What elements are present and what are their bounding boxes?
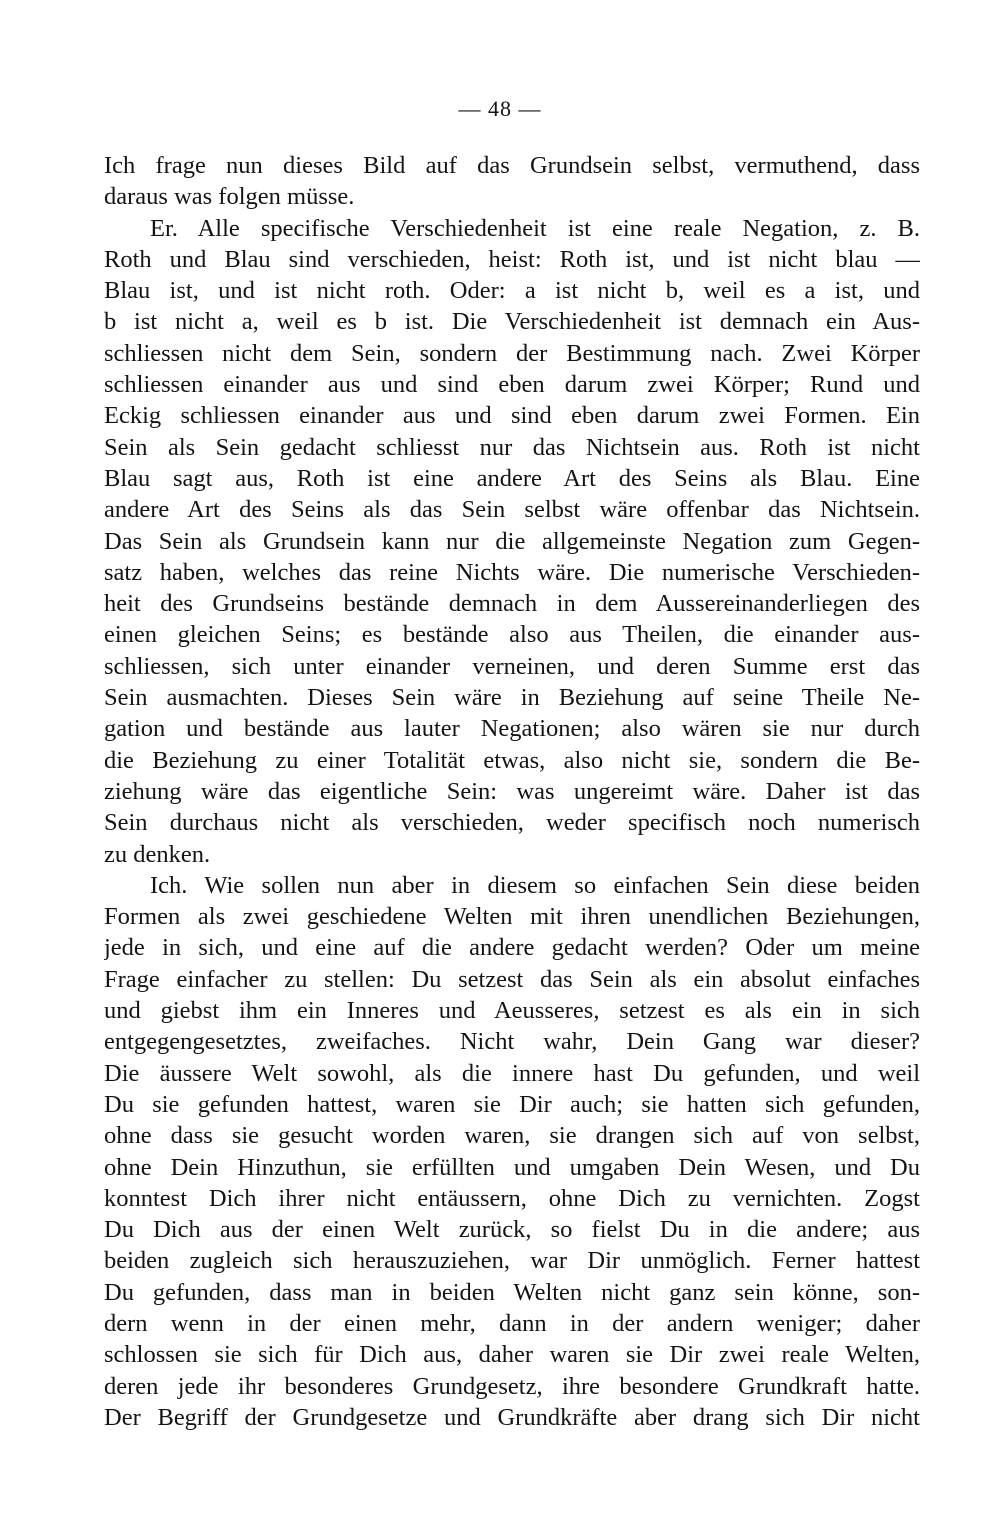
paragraph-er [104, 213, 920, 870]
text-line: Du Dich aus der einen Welt zurück, so fielst Du in die andere; aus [104, 1216, 920, 1244]
text-line: beiden zugleich sich herauszuziehen, war Dir unmöglich. Ferner hattest [104, 1247, 920, 1275]
text-line: Frage einfacher zu stellen: Du setzest das Sein als ein absolut einfaches [104, 965, 920, 993]
text-line: schliessen, sich unter einander verneinen, und deren Summe erst das [104, 652, 920, 680]
paragraph-intro [104, 150, 920, 213]
text-line: entgegengesetztes, zweifaches. Nicht wahr, Dein Gang war dieser? [104, 1028, 920, 1056]
text-line: dern wenn in der einen mehr, dann in der andern weniger; daher [104, 1309, 920, 1337]
text-line: ohne Dein Hinzuthun, sie erfüllten und umgaben Dein Wesen, und Du [104, 1153, 920, 1181]
text-line: Du gefunden, dass man in beiden Welten nicht ganz sein könne, son- [104, 1278, 920, 1306]
text-line: Er. Alle specifische Verschiedenheit ist eine reale Negation, z. B. [150, 214, 920, 242]
text-line: Der Begriff der Grundgesetze und Grundkräfte aber drang sich Dir nicht [104, 1403, 920, 1431]
page-number: — 48 — [458, 96, 542, 121]
text-line: satz haben, welches das reine Nichts wäre. Die numerische Verschieden- [104, 558, 920, 586]
text-line: Sein ausmachten. Dieses Sein wäre in Beziehung auf seine Theile Ne- [104, 684, 920, 712]
body-text [104, 150, 920, 1433]
text-line: konntest Dich ihrer nicht entäussern, ohne Dich zu vernichten. Zogst [104, 1184, 920, 1212]
text-line: und giebst ihm ein Inneres und Aeusseres, setzest es als ein in sich [104, 997, 920, 1025]
text-line: Du sie gefunden hattest, waren sie Dir auch; sie hatten sich gefunden, [104, 1090, 920, 1118]
text-line: heit des Grundseins bestände demnach in dem Aussereinanderliegen des [104, 590, 920, 618]
text-line: Blau ist, und ist nicht roth. Oder: a ist nicht b, weil es a ist, und [104, 277, 920, 305]
text-line: ziehung wäre das eigentliche Sein: was ungereimt wäre. Daher ist das [104, 777, 920, 805]
text-line: deren jede ihr besonderes Grundgesetz, ihre besondere Grundkraft hatte. [104, 1372, 920, 1400]
text-line: andere Art des Seins als das Sein selbst wäre offenbar das Nichtsein. [104, 496, 920, 524]
text-line: Blau sagt aus, Roth ist eine andere Art des Seins als Blau. Eine [104, 464, 920, 492]
text-line: Eckig schliessen einander aus und sind eben darum zwei Formen. Ein [104, 402, 920, 430]
text-line: Ich frage nun dieses Bild auf das Grundsein selbst, vermuthend, dass [104, 152, 920, 179]
text-line: schlossen sie sich für Dich aus, daher waren sie Dir zwei reale Welten, [104, 1341, 920, 1369]
text-line: schliessen nicht dem Sein, sondern der Bestimmung nach. Zwei Körper [104, 339, 920, 367]
text-line: Sein durchaus nicht als verschieden, weder specifisch noch numerisch [104, 809, 920, 837]
text-line: Roth und Blau sind verschieden, heist: Roth ist, und ist nicht blau — [104, 245, 920, 273]
text-line: Formen als zwei geschiedene Welten mit ihren unendlichen Beziehungen, [104, 903, 920, 931]
text-line: zu denken. [104, 840, 211, 868]
text-line: Sein als Sein gedacht schliesst nur das Nichtsein aus. Roth ist nicht [104, 433, 920, 461]
text-line: daraus was folgen müsse. [104, 183, 355, 211]
text-line: Das Sein als Grundsein kann nur die allgemeinste Negation zum Gegen- [104, 527, 920, 555]
text-line: Die äussere Welt sowohl, als die innere hast Du gefunden, und weil [104, 1059, 920, 1087]
text-line: gation und bestände aus lauter Negationen; also wären sie nur durch [104, 715, 920, 743]
text-line: die Beziehung zu einer Totalität etwas, also nicht sie, sondern die Be- [104, 746, 920, 774]
text-line: einen gleichen Seins; es bestände also aus Theilen, die einander aus- [104, 621, 920, 649]
text-line: Ich. Wie sollen nun aber in diesem so einfachen Sein diese beiden [150, 871, 920, 899]
text-line: jede in sich, und eine auf die andere gedacht werden? Oder um meine [104, 934, 920, 962]
text-line: b ist nicht a, weil es b ist. Die Verschiedenheit ist demnach ein Aus- [104, 308, 920, 336]
paragraph-ich [104, 870, 920, 1433]
text-line: schliessen einander aus und sind eben darum zwei Körper; Rund und [104, 371, 920, 399]
text-line: ohne dass sie gesucht worden waren, sie drangen sich auf von selbst, [104, 1122, 920, 1150]
